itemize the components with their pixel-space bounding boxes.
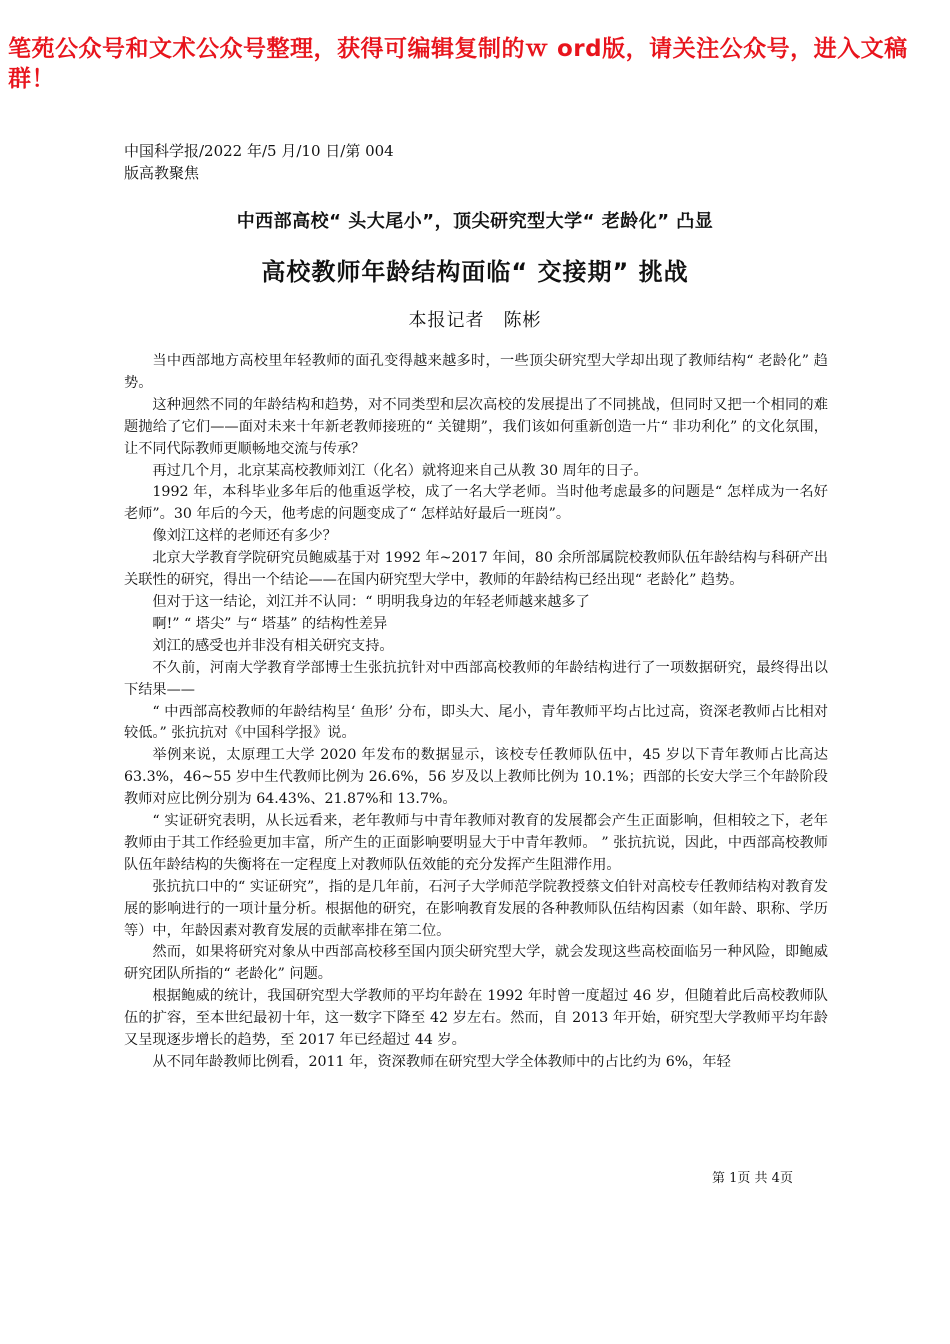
paragraph: 像刘江这样的老师还有多少？ (152, 528, 337, 545)
paragraph: 这种迥然不同的年龄结构和趋势，对不同类型和层次高校的发展提出了不同挑战，但同时又把一个相同的难题抛给了它们——面对未来十年新老教师接班的“ 关键期”，我们该如何重新创造一片“ 非功利化” 的文化氛围，让不同代际教师更顺畅地交流与传承？ (124, 396, 828, 457)
paragraph: 不久前，河南大学教育学部博士生张抗抗针对中西部高校教师的年龄结构进行了一项数据研究，最终得出以下结果—— (124, 659, 828, 698)
paragraph: 1992 年，本科毕业多年后的他重返学校，成了一名大学老师。当时他考虑最多的问题是“ 怎样成为一名好老师”。30 年后的今天，他考虑的问题变成了“ 怎样站好最后一班岗”。 (124, 484, 828, 523)
paragraph: 再过几个月，北京某高校教师刘江（化名）就将迎来自己从教 30 周年的日子。 (152, 462, 648, 479)
paragraph: 刘江的感受也并非没有相关研究支持。 (152, 637, 394, 654)
article-body (124, 351, 828, 1074)
paragraph: “ 实证研究表明，从长远看来，老年教师与中青年教师对教育的发展都会产生正面影响，但相较之下，老年教师由于其工作经验更加丰富，所产生的正面影响要明显大于中青年教师。 ” 张抗抗说，因此，中西部高校教师队伍年龄结构的失衡将在一定程度上对教师队伍效能的充分发挥产生阻滞作用。 (124, 813, 828, 873)
paragraph: 举例来说，太原理工大学 2020 年发布的数据显示，该校专任教师队伍中，45 岁以下青年教师占比高达 63.3%，46~55 岁中生代教师比例为 26.6%，56 岁及以上教师比例为 10.1%；西部的长安大学三个年龄阶段教师对应比例分别为 64.43%、21.87%和 13.7%。 (124, 747, 828, 808)
source-publication-date: 中国科学报/2022 年/5 月/10 日/第 004 (124, 142, 394, 160)
watermark-notice: 笔苑公众号和文术公众号整理，获得可编辑复制的ｗ ord版，请关注公众号，进入文稿群！ (8, 36, 908, 92)
paragraph: 张抗抗口中的“ 实证研究”，指的是几年前，石河子大学师范学院教授蔡文伯针对高校专任教师结构对教育发展的影响进行的一项计量分析。根据他的研究，在影响教育发展的各种教师队伍结构因素（如年龄、职称、学历等）中，年龄因素对教育发展的贡献率排在第二位。 (124, 878, 828, 939)
paragraph: 根据鲍威的统计，我国研究型大学教师的平均年龄在 1992 年时曾一度超过 46 岁，但随着此后高校教师队伍的扩容，至本世纪最初十年，这一数字下降至 42 岁左右。然而，自 2013 年开始，研究型大学教师平均年龄又呈现逐步增长的趋势，至 2017 年已经超过 44 岁。 (124, 988, 828, 1049)
source-section: 版高教聚焦 (124, 164, 200, 182)
article-subtitle: 中西部高校“ 头大尾小”，顶尖研究型大学“ 老龄化” 凸显 (236, 211, 714, 232)
paragraph: 北京大学教育学院研究员鲍威基于对 1992 年~2017 年间，80 余所部属院校教师队伍年龄结构与科研产出关联性的研究，得出一个结论——在国内研究型大学中，教师的年龄结构已经出现“ 老龄化” 趋势。 (124, 550, 828, 589)
page-number: 第 1页 共 4页 (712, 1171, 793, 1186)
paragraph: 啊!” “ 塔尖” 与“ 塔基” 的结构性差异 (152, 615, 388, 632)
article-author: 本报记者 陈彬 (408, 310, 542, 331)
paragraph: 然而，如果将研究对象从中西部高校移至国内顶尖研究型大学，就会发现这些高校面临另一种风险，即鲍威研究团队所指的“ 老龄化” 问题。 (124, 944, 828, 983)
paragraph: 当中西部地方高校里年轻教师的面孔变得越来越多时，一些顶尖研究型大学却出现了教师结构“ 老龄化” 趋势。 (124, 353, 828, 391)
paragraph: 从不同年龄教师比例看，2011 年，资深教师在研究型大学全体教师中的占比约为 6%，年轻 (152, 1054, 731, 1070)
source-line (124, 140, 394, 184)
paragraph: “ 中西部高校教师的年龄结构呈‘ 鱼形’ 分布，即头大、尾小，青年教师平均占比过高，资深老教师占比相对较低。” 张抗抗对《中国科学报》说。 (124, 703, 828, 742)
article-title: 高校教师年龄结构面临“ 交接期” 挑战 (261, 258, 689, 286)
paragraph: 但对于这一结论，刘江并不认同：“ 明明我身边的年轻老师越来越多了 (152, 593, 590, 610)
